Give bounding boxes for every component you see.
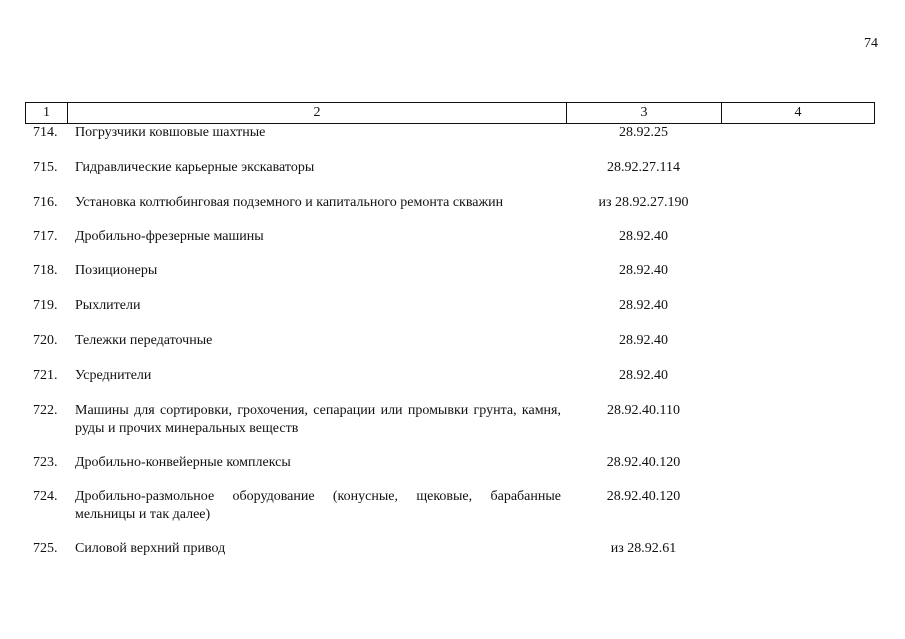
- row-name: Усреднители: [75, 368, 152, 383]
- row-name: Позиционеры: [75, 263, 158, 278]
- header-col-2: 2: [68, 103, 567, 123]
- row-number: 716.: [33, 195, 58, 210]
- row-name: Тележки передаточные: [75, 333, 213, 348]
- table-header: [25, 102, 875, 124]
- header-col-4: 4: [794, 105, 802, 120]
- row-name: Погрузчики ковшовые шахтные: [75, 125, 266, 140]
- row-code: 28.92.40: [619, 368, 668, 383]
- row-code: 28.92.40: [619, 333, 668, 348]
- row-name: Машины для сортировки, грохочения, сепарации или промывки грунта, камня, руды и прочих минеральных веществ: [75, 403, 561, 436]
- row-number: 724.: [33, 489, 58, 504]
- row-number: 718.: [33, 263, 58, 278]
- row-number: 721.: [33, 368, 58, 383]
- row-code: 28.92.25: [619, 125, 668, 140]
- page-number: 74: [864, 36, 878, 51]
- row-code: 28.92.40.110: [607, 403, 680, 418]
- row-number: 723.: [33, 455, 58, 470]
- row-name: Рыхлители: [75, 298, 141, 313]
- row-number: 725.: [33, 541, 58, 556]
- row-name: Гидравлические карьерные экскаваторы: [75, 160, 315, 175]
- row-code: 28.92.40: [619, 298, 668, 313]
- row-code: 28.92.40.120: [606, 455, 681, 470]
- header-col-1: 1: [26, 103, 68, 123]
- row-number: 717.: [33, 229, 58, 244]
- row-name: Дробильно-размольное оборудование (конусные, щековые, барабанные мельницы и так далее): [75, 489, 561, 522]
- row-number: 722.: [33, 403, 58, 418]
- row-code: из 28.92.61: [610, 541, 677, 556]
- row-name: Установка колтюбинговая подземного и капитального ремонта скважин: [75, 195, 504, 210]
- row-number: 715.: [33, 160, 58, 175]
- row-number: 719.: [33, 298, 58, 313]
- row-number: 720.: [33, 333, 58, 348]
- row-code: 28.92.40: [619, 229, 668, 244]
- row-name: Силовой верхний привод: [75, 541, 226, 556]
- row-code: из 28.92.27.190: [598, 195, 689, 210]
- header-col-3: 3: [567, 103, 722, 123]
- row-code: 28.92.40.120: [606, 489, 681, 504]
- row-name: Дробильно-конвейерные комплексы: [75, 455, 291, 470]
- row-name: Дробильно-фрезерные машины: [75, 229, 264, 244]
- row-code: 28.92.40: [619, 263, 668, 278]
- row-code: 28.92.27.114: [607, 160, 680, 175]
- row-number: 714.: [33, 125, 58, 140]
